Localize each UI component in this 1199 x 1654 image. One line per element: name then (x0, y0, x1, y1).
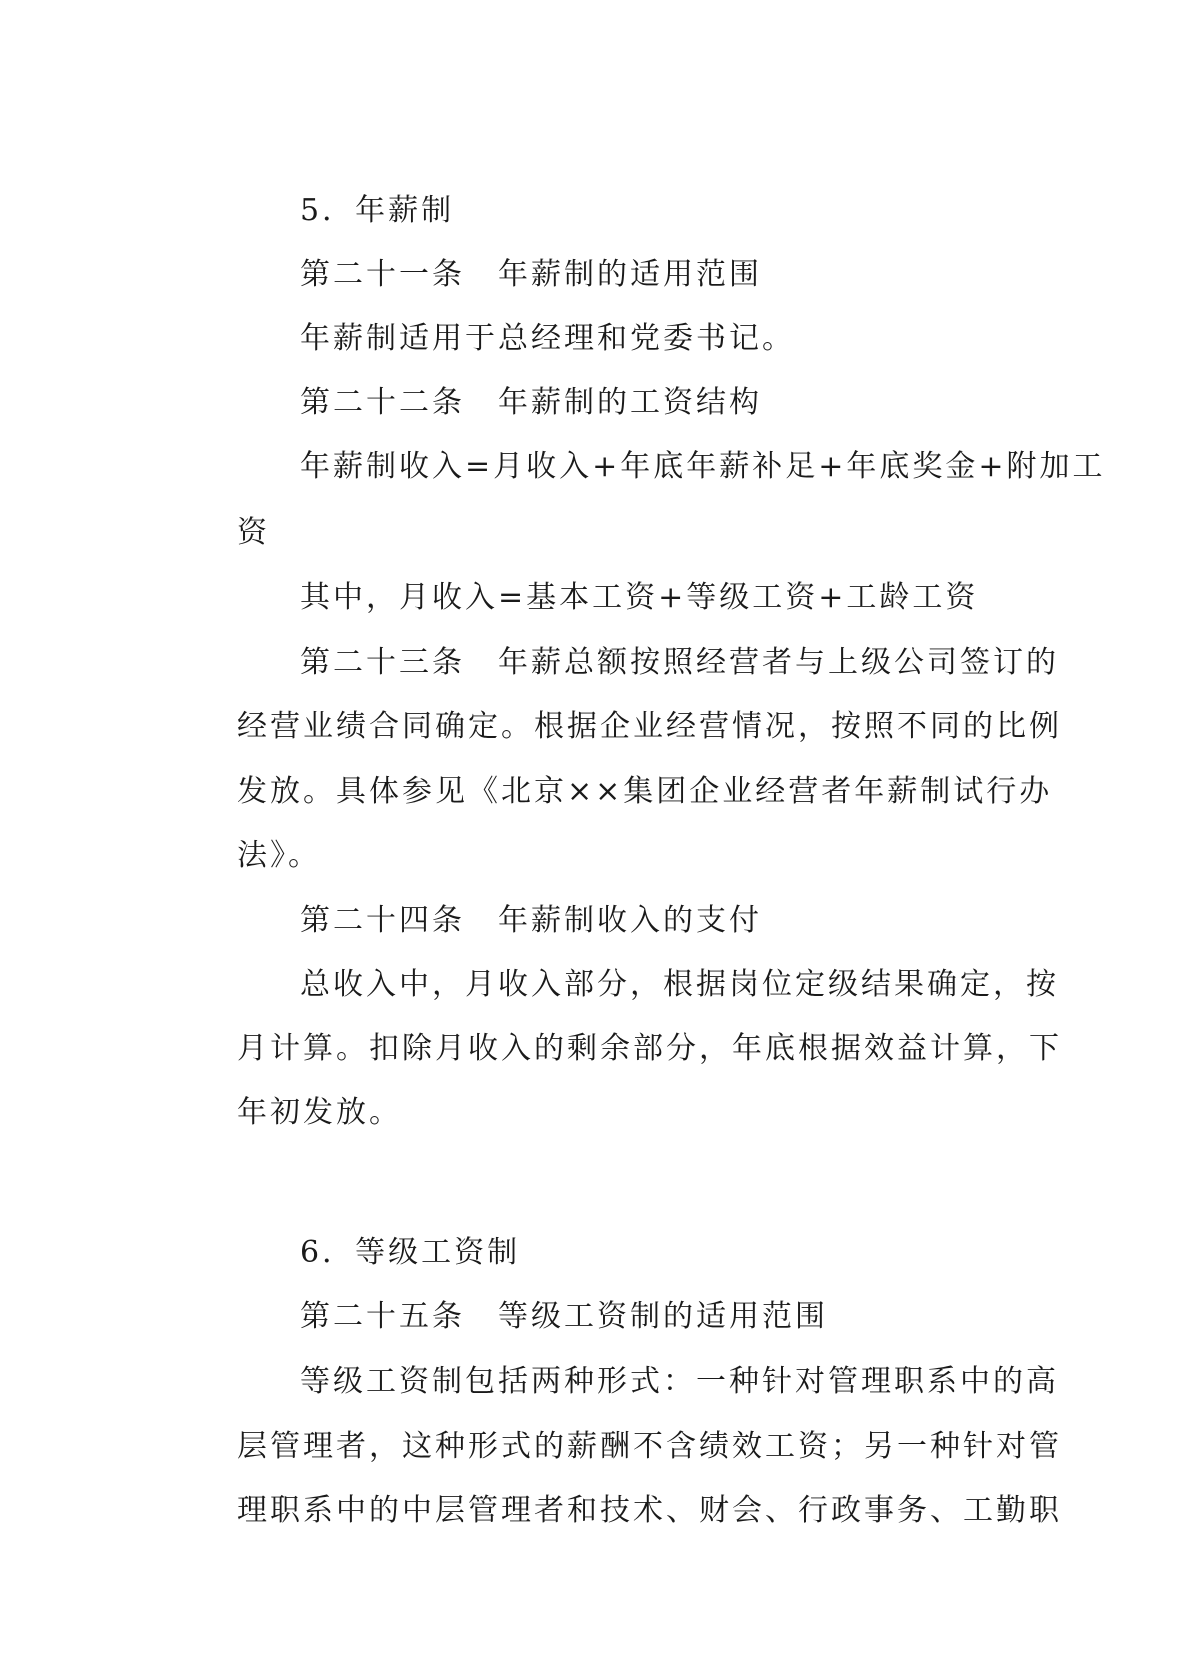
paragraph-line: 其中，月收入=基本工资+等级工资+工龄工资 (300, 580, 979, 615)
paragraph-line: 年初发放。 (237, 1095, 402, 1130)
article-23-line: 第二十三条 年薪总额按照经营者与上级公司签订的 (300, 645, 1059, 680)
paragraph-line: 发放。具体参见《北京××集团企业经营者年薪制试行办 (237, 774, 1053, 809)
article-22-heading: 第二十二条 年薪制的工资结构 (300, 385, 762, 420)
paragraph-line: 月计算。扣除月收入的剩余部分，年底根据效益计算，下 (237, 1031, 1062, 1066)
article-24-heading: 第二十四条 年薪制收入的支付 (300, 903, 762, 938)
paragraph-line: 法》。 (237, 838, 321, 873)
article-21-heading: 第二十一条 年薪制的适用范围 (300, 257, 762, 292)
section-heading-grade-salary: 6．等级工资制 (300, 1235, 521, 1270)
section-heading-annual-salary: 5．年薪制 (300, 193, 455, 228)
paragraph-line: 总收入中，月收入部分，根据岗位定级结果确定，按 (300, 967, 1059, 1002)
article-25-heading: 第二十五条 等级工资制的适用范围 (300, 1299, 828, 1334)
paragraph-line: 等级工资制包括两种形式：一种针对管理职系中的高 (300, 1364, 1059, 1399)
paragraph-line: 资 (237, 515, 270, 550)
paragraph-line: 经营业绩合同确定。根据企业经营情况，按照不同的比例 (237, 709, 1062, 744)
paragraph-line: 层管理者，这种形式的薪酬不含绩效工资；另一种针对管 (237, 1429, 1062, 1464)
paragraph-line: 理职系中的中层管理者和技术、财会、行政事务、工勤职 (237, 1493, 1062, 1528)
paragraph-line: 年薪制适用于总经理和党委书记。 (300, 321, 795, 356)
paragraph-line: 年薪制收入=月收入+年底年薪补足+年底奖金+附加工 (300, 449, 1106, 484)
